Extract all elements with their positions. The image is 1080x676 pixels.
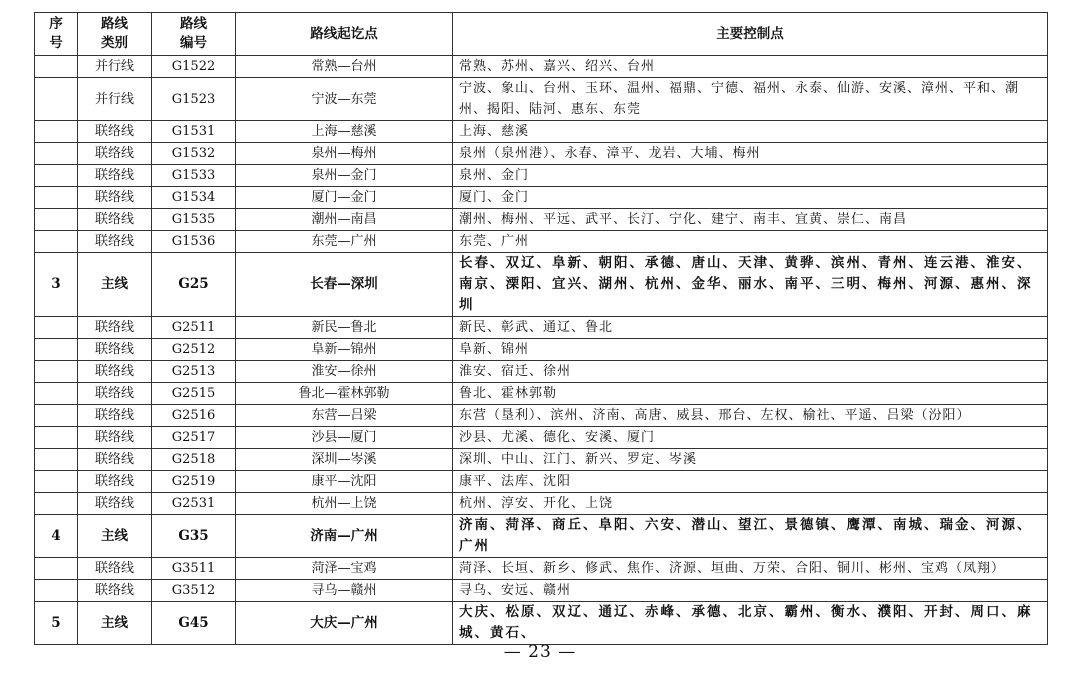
row-route-span: 康平—沈阳	[236, 471, 453, 493]
row-route-code: G1535	[152, 209, 236, 231]
table-row	[35, 427, 1048, 449]
row-route-type: 联络线	[78, 187, 152, 209]
row-route-code: G35	[152, 515, 236, 558]
row-route-code: G1536	[152, 231, 236, 253]
row-route-type: 联络线	[78, 493, 152, 515]
row-route-type: 联络线	[78, 580, 152, 602]
row-route-type: 联络线	[78, 143, 152, 165]
row-route-code: G2513	[152, 361, 236, 383]
row-route-span: 新民—鲁北	[236, 317, 453, 339]
table-row	[35, 56, 1048, 78]
row-control-points: 宁波、象山、台州、玉环、温州、福鼎、宁德、福州、永泰、仙游、安溪、漳州、平和、潮州、揭阳、陆河、惠东、东莞	[453, 78, 1048, 121]
row-route-code: G1532	[152, 143, 236, 165]
row-route-type: 并行线	[78, 56, 152, 78]
row-control-points: 新民、彰武、通辽、鲁北	[453, 317, 1048, 339]
row-route-span: 济南—广州	[236, 515, 453, 558]
row-route-span: 菏泽—宝鸡	[236, 558, 453, 580]
row-num	[35, 78, 78, 121]
table-row	[35, 580, 1048, 602]
row-route-type: 并行线	[78, 78, 152, 121]
table-row	[35, 361, 1048, 383]
row-route-span: 东营—吕梁	[236, 405, 453, 427]
row-control-points: 厦门、金门	[453, 187, 1048, 209]
row-route-code: G1531	[152, 121, 236, 143]
row-control-points: 康平、法库、沈阳	[453, 471, 1048, 493]
row-num	[35, 121, 78, 143]
row-route-type: 联络线	[78, 317, 152, 339]
row-route-code: G1522	[152, 56, 236, 78]
row-control-points: 沙县、尤溪、德化、安溪、厦门	[453, 427, 1048, 449]
table-row	[35, 165, 1048, 187]
row-route-type: 联络线	[78, 471, 152, 493]
header-num: 序 号	[35, 13, 78, 56]
table-row	[35, 317, 1048, 339]
table-row-main	[35, 253, 1048, 317]
row-route-code: G1533	[152, 165, 236, 187]
row-route-type: 联络线	[78, 449, 152, 471]
table-body	[35, 56, 1048, 645]
row-num	[35, 449, 78, 471]
row-route-span: 东莞—广州	[236, 231, 453, 253]
row-num	[35, 427, 78, 449]
row-route-code: G2511	[152, 317, 236, 339]
row-num	[35, 493, 78, 515]
row-route-span: 深圳—岑溪	[236, 449, 453, 471]
table-row	[35, 187, 1048, 209]
row-route-code: G1534	[152, 187, 236, 209]
row-route-span: 淮安—徐州	[236, 361, 453, 383]
row-route-span: 潮州—南昌	[236, 209, 453, 231]
row-num: 3	[35, 253, 78, 317]
row-route-code: G1523	[152, 78, 236, 121]
row-num: 5	[35, 602, 78, 645]
row-num	[35, 361, 78, 383]
row-route-span: 鲁北—霍林郭勒	[236, 383, 453, 405]
table-row	[35, 471, 1048, 493]
route-table	[34, 12, 1048, 645]
row-control-points: 菏泽、长垣、新乡、修武、焦作、济源、垣曲、万荣、合阳、铜川、彬州、宝鸡（凤翔）	[453, 558, 1048, 580]
row-route-type: 联络线	[78, 339, 152, 361]
row-route-code: G3512	[152, 580, 236, 602]
row-route-type: 联络线	[78, 405, 152, 427]
row-route-code: G2531	[152, 493, 236, 515]
row-route-span: 寻乌—赣州	[236, 580, 453, 602]
row-control-points: 上海、慈溪	[453, 121, 1048, 143]
row-num	[35, 405, 78, 427]
row-num	[35, 56, 78, 78]
row-route-code: G45	[152, 602, 236, 645]
row-control-points: 东莞、广州	[453, 231, 1048, 253]
row-route-span: 阜新—锦州	[236, 339, 453, 361]
page-number: — 23 —	[503, 642, 577, 662]
row-num	[35, 383, 78, 405]
row-control-points: 杭州、淳安、开化、上饶	[453, 493, 1048, 515]
row-route-span: 宁波—东莞	[236, 78, 453, 121]
header-points: 主要控制点	[453, 13, 1048, 56]
row-control-points: 泉州（泉州港）、永春、漳平、龙岩、大埔、梅州	[453, 143, 1048, 165]
table-row	[35, 383, 1048, 405]
row-control-points: 深圳、中山、江门、新兴、罗定、岑溪	[453, 449, 1048, 471]
row-route-code: G2518	[152, 449, 236, 471]
row-route-type: 主线	[78, 253, 152, 317]
row-num	[35, 558, 78, 580]
row-control-points: 常熟、苏州、嘉兴、绍兴、台州	[453, 56, 1048, 78]
row-control-points: 潮州、梅州、平远、武平、长汀、宁化、建宁、南丰、宜黄、崇仁、南昌	[453, 209, 1048, 231]
row-route-span: 厦门—金门	[236, 187, 453, 209]
row-control-points: 长春、双辽、阜新、朝阳、承德、唐山、天津、黄骅、滨州、青州、连云港、淮安、南京、溧阳、宜兴、湖州、杭州、金华、丽水、南平、三明、梅州、河源、惠州、深圳	[453, 253, 1048, 317]
row-num	[35, 165, 78, 187]
row-route-type: 联络线	[78, 361, 152, 383]
table-row	[35, 339, 1048, 361]
table-row	[35, 121, 1048, 143]
row-route-span: 泉州—金门	[236, 165, 453, 187]
row-num: 4	[35, 515, 78, 558]
row-control-points: 阜新、锦州	[453, 339, 1048, 361]
row-control-points: 泉州、金门	[453, 165, 1048, 187]
header-span: 路线起讫点	[236, 13, 453, 56]
row-route-type: 主线	[78, 602, 152, 645]
row-route-code: G2515	[152, 383, 236, 405]
table-row	[35, 558, 1048, 580]
row-route-code: G2512	[152, 339, 236, 361]
table-row	[35, 493, 1048, 515]
row-num	[35, 231, 78, 253]
row-route-span: 泉州—梅州	[236, 143, 453, 165]
row-route-span: 沙县—厦门	[236, 427, 453, 449]
row-route-type: 联络线	[78, 383, 152, 405]
row-route-span: 大庆—广州	[236, 602, 453, 645]
row-control-points: 东营（垦利）、滨州、济南、高唐、威县、邢台、左权、榆社、平遥、吕梁（汾阳）	[453, 405, 1048, 427]
table-row	[35, 143, 1048, 165]
row-num	[35, 580, 78, 602]
row-control-points: 鲁北、霍林郭勒	[453, 383, 1048, 405]
row-route-type: 主线	[78, 515, 152, 558]
row-num	[35, 143, 78, 165]
row-num	[35, 187, 78, 209]
table-row	[35, 209, 1048, 231]
row-route-span: 长春—深圳	[236, 253, 453, 317]
row-route-span: 杭州—上饶	[236, 493, 453, 515]
row-route-type: 联络线	[78, 558, 152, 580]
row-control-points: 济南、菏泽、商丘、阜阳、六安、潜山、望江、景德镇、鹰潭、南城、瑞金、河源、广州	[453, 515, 1048, 558]
row-route-type: 联络线	[78, 231, 152, 253]
row-route-code: G25	[152, 253, 236, 317]
row-route-type: 联络线	[78, 121, 152, 143]
row-route-type: 联络线	[78, 427, 152, 449]
table-row	[35, 449, 1048, 471]
header-type: 路线 类别	[78, 13, 152, 56]
header-code: 路线 编号	[152, 13, 236, 56]
row-num	[35, 471, 78, 493]
row-route-code: G2517	[152, 427, 236, 449]
row-route-code: G3511	[152, 558, 236, 580]
row-route-span: 常熟—台州	[236, 56, 453, 78]
table-row	[35, 231, 1048, 253]
row-control-points: 寻乌、安远、赣州	[453, 580, 1048, 602]
row-route-type: 联络线	[78, 165, 152, 187]
row-num	[35, 339, 78, 361]
table-row-main	[35, 515, 1048, 558]
table-row	[35, 405, 1048, 427]
row-route-type: 联络线	[78, 209, 152, 231]
row-num	[35, 317, 78, 339]
row-control-points: 大庆、松原、双辽、通辽、赤峰、承德、北京、霸州、衡水、濮阳、开封、周口、麻城、黄石、	[453, 602, 1048, 645]
row-num	[35, 209, 78, 231]
table-header-row	[35, 13, 1048, 56]
table-row	[35, 78, 1048, 121]
table-row-main	[35, 602, 1048, 645]
row-route-code: G2516	[152, 405, 236, 427]
row-control-points: 淮安、宿迁、徐州	[453, 361, 1048, 383]
row-route-span: 上海—慈溪	[236, 121, 453, 143]
row-route-code: G2519	[152, 471, 236, 493]
